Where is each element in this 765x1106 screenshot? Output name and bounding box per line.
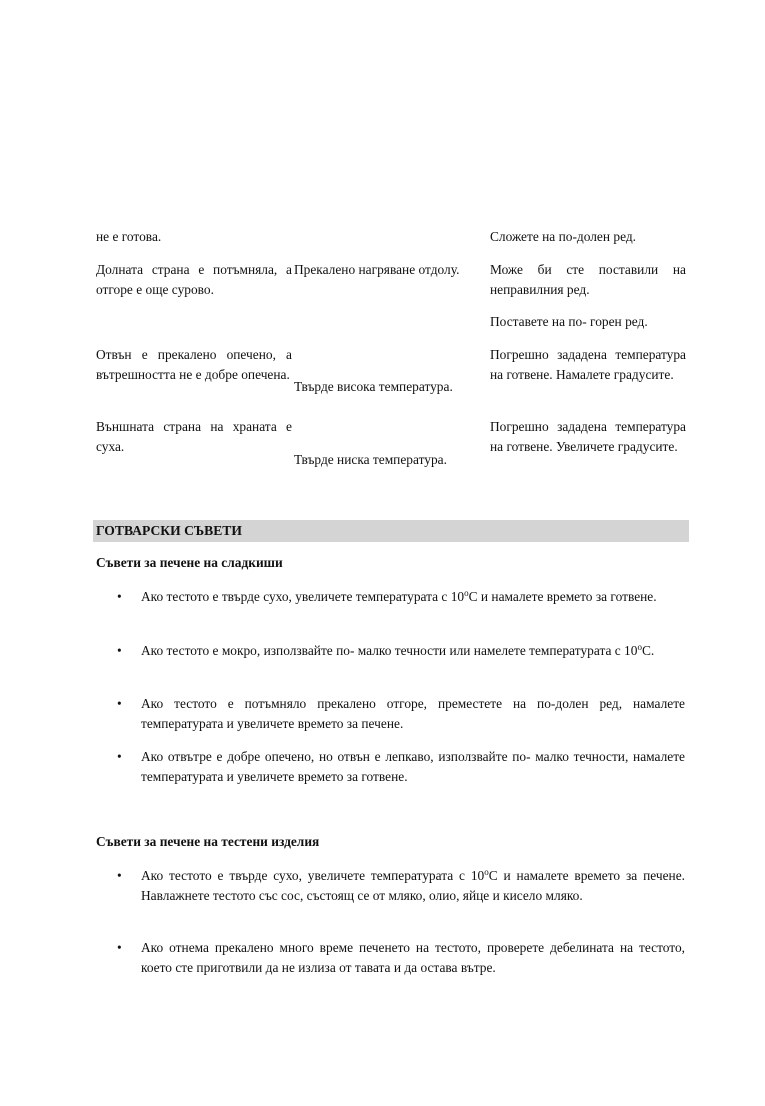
subsection-title: Съвети за печене на тестени изделия xyxy=(96,834,320,849)
table-cell-problem: Външната страна на храната е суха. xyxy=(96,419,292,454)
list-item: • Ако тестото е мокро, използвайте по- малко течности или намелете температурата с 10$^o$C. xyxy=(141,641,685,661)
list-item: • Ако тестото е твърде сухо, увеличете температурата с 10$^o$C и намалете времето за готвене. xyxy=(141,587,685,607)
bullet-icon: • xyxy=(117,940,122,955)
table-cell-solution: Сложете на по-долен ред. xyxy=(490,229,637,244)
table-cell-solution: Погрешно зададена температура на готвене. Увеличете градусите. xyxy=(490,419,686,454)
list-item: • Ако отвътре е добре опечено, но отвън е лепкаво, използвайте по- малко течности, намалете температурата и увеличете времето за готвене. xyxy=(117,749,685,784)
section-header: ГОТВАРСКИ СЪВЕТИ xyxy=(93,520,689,542)
table-cell-cause: Прекалено нагряване отдолу. xyxy=(294,262,460,277)
bullet-icon: • xyxy=(117,749,122,764)
subsection-title: Съвети за печене на сладкиши xyxy=(96,555,283,570)
table-cell-problem: Долната страна е потъмняла, а отгоре е още сурово. xyxy=(96,262,292,297)
table-cell-cause: Твърде ниска температура. xyxy=(294,452,447,467)
bullet-icon: • xyxy=(117,696,122,711)
table-cell-solution: Може би сте поставили на неправилния ред. xyxy=(490,262,686,297)
bullet-icon: • xyxy=(117,589,122,604)
bullet-icon: • xyxy=(117,868,122,883)
table-cell-problem: не е готова. xyxy=(96,229,162,244)
table-cell-solution: Поставете на по- горен ред. xyxy=(490,314,648,329)
list-item: • Ако тестото е потъмняло прекалено отгоре, преместете на по-долен ред, намалете температурата и увеличете времето за печене. xyxy=(117,696,685,731)
table-cell-solution: Погрешно зададена температура на готвене. Намалете градусите. xyxy=(490,347,686,382)
table-cell-cause: Твърде висока температура. xyxy=(294,379,453,394)
table-cell-problem: Отвън е прекалено опечено, а вътрешността не е добре опечена. xyxy=(96,347,292,382)
list-item: • Ако тестото е твърде сухо, увеличете температурата с 10$^o$C и намалете времето за печене. Навлажнете тестото със сос, състоящ се от мляко, олио, яйце и кисело мляко. xyxy=(117,867,685,903)
bullet-icon: • xyxy=(117,643,122,658)
list-item: • Ако отнема прекалено много време печенето на тестото, проверете дебелината на тестото, което сте приготвили да не излиза от тавата и да остава вътре. xyxy=(117,940,685,975)
